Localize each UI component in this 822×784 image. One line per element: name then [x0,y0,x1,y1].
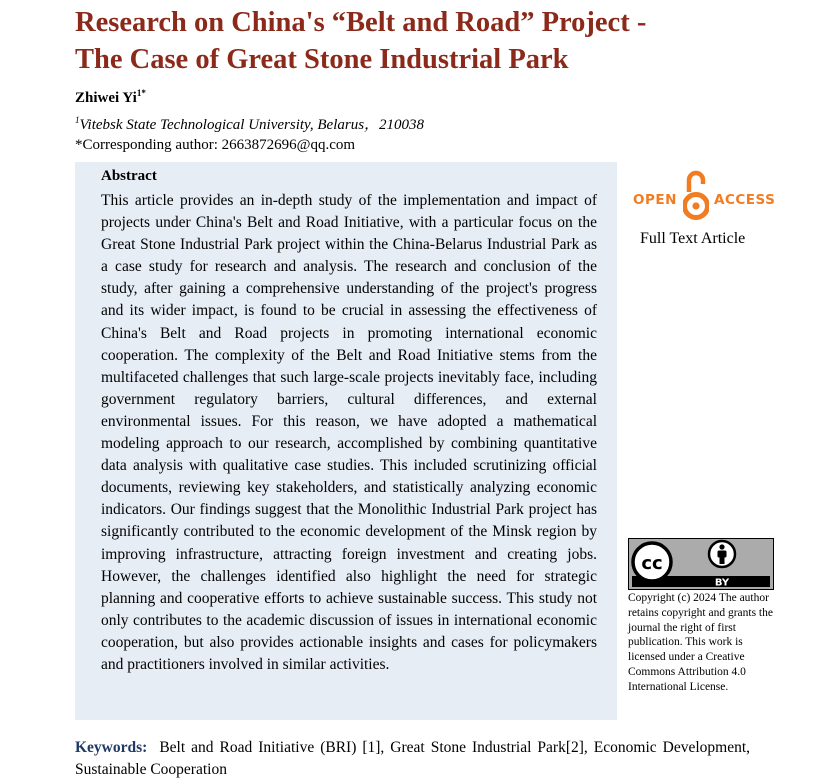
author-name: Zhiwei Yi [75,90,137,106]
open-lock-icon [683,170,709,222]
keywords [75,737,750,781]
title-line-1: Research on China's “Belt and Road” Project - [75,7,647,38]
open-access-left: OPEN [633,192,677,208]
paper-title [75,4,795,78]
attribution-person-icon [709,541,735,567]
open-access-logo [633,170,775,224]
keywords-list: Belt and Road Initiative (BRI) [1], Great Stone Industrial Park[2], Economic Development, Sustainable Cooperation [75,739,750,778]
affiliation-text: Vitebsk State Technological University, Belarus，210038 [79,117,425,133]
affiliation-mark: 1 [75,115,80,125]
corresponding-author: *Corresponding author: 2663872696@qq.com [75,137,356,153]
title-line-2: The Case of Great Stone Industrial Park [75,44,569,75]
abstract-body: This article provides an in-depth study of the implementation and impact of projects under China's Belt and Road Initiative, with a particular focus on the Great Stone Industrial Park project within the China-Belarus Industrial Park as a case study for research and analysis. The research and conclusion of the study, after gaining a comprehensive understanding of the project's progress and its wider impact, is found to be crucial in assessing the effectiveness of China's Belt and Road projects in promoting international economic cooperation. The complexity of the Belt and Road Initiative stems from the multifaceted challenges that such large-scale projects inevitably face, including government regulatory barriers, cultural differences, and external environmental issues. For this reason, we have adopted a mathematical modeling approach to our research, accomplished by combining quantitative data analysis with qualitative case studies. This included scrutinizing official documents, reviewing key stakeholders, and statistically analyzing economic indicators. Our findings suggest that the Monolithic Industrial Park project has significantly contributed to the economic development of the Minsk region by improving infrastructure, attracting foreign investment and creating jobs. However, the challenges identified also highlight the need for strategic planning and cooperative efforts to achieve sustainable success. This study not only contributes to the academic discussion of issues in international economic cooperation, but also provides actionable insights and cases for policymakers and practitioners involved in similar activities. [101,192,597,673]
full-text-caption: Full Text Article [640,230,746,247]
open-access-right: ACCESS [714,192,776,208]
cc-by-badge[interactable] [628,538,774,590]
cc-icon-text: cc [641,553,663,574]
abstract-heading: Abstract [101,168,157,184]
license-text: Copyright (c) 2024 The author retains copyright and grants the journal the right of first publication. This work is licensed under a Creative Commons Attribution 4.0 International License. [628,592,773,693]
by-label: BY [714,577,730,589]
keywords-label: Keywords: [75,739,148,756]
author-line [75,88,146,107]
cc-icon [633,543,671,581]
affiliation [75,113,424,134]
author-marks: 1* [136,88,146,98]
